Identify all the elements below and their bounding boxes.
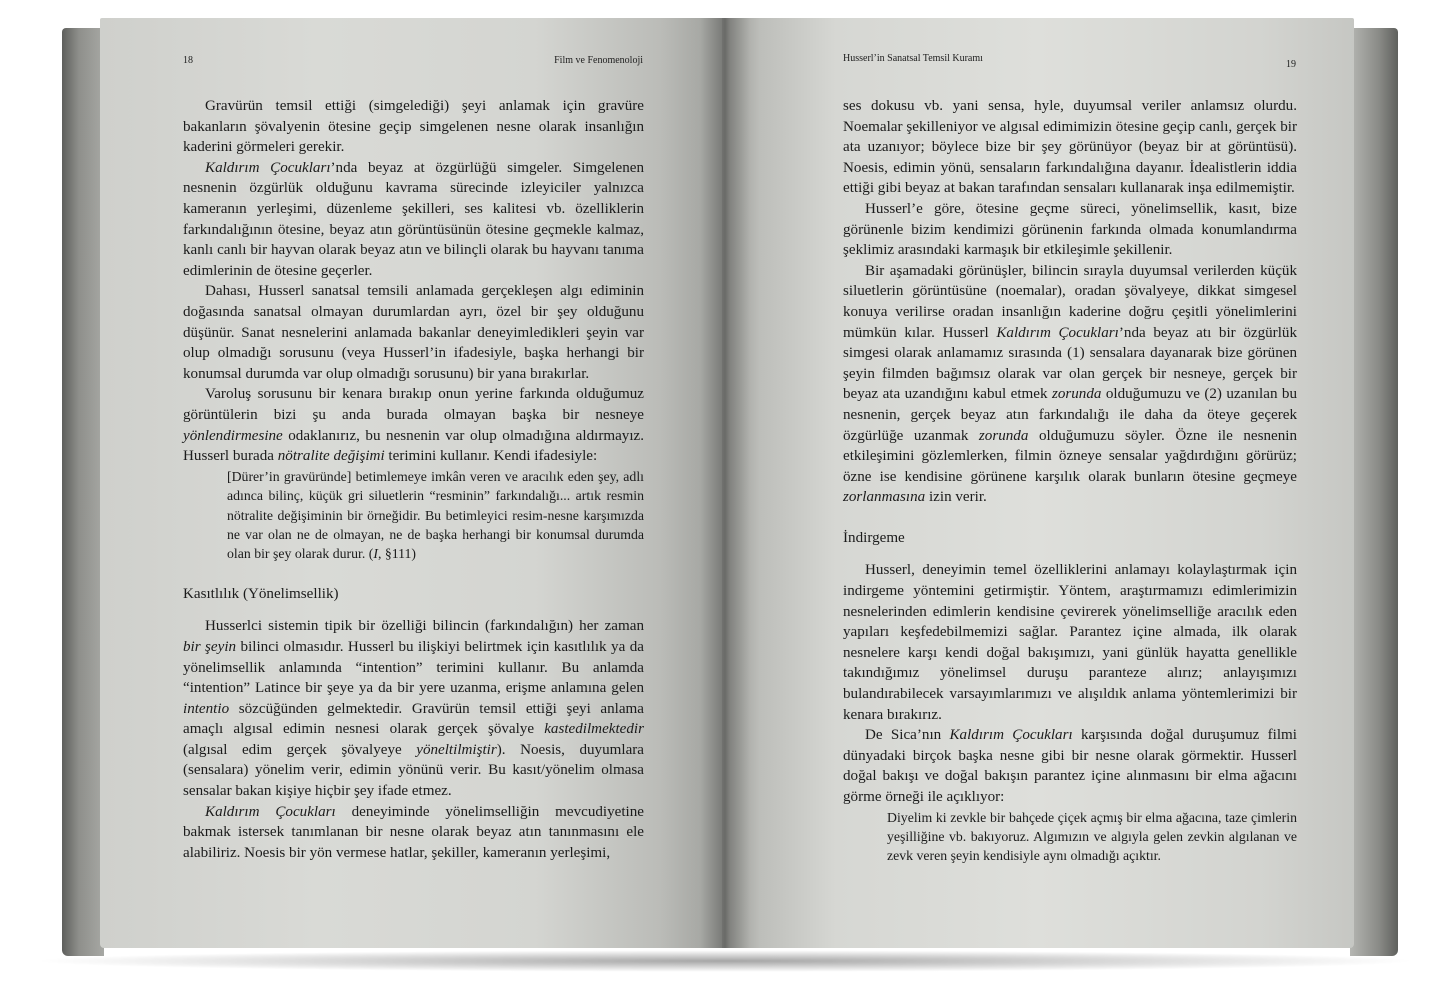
text-run: Varoluş sorusunu bir kenara bırakıp onun yerine farkında olduğumuz görüntülerin bizi şu anda burada olmayan başka bir nesneye xyxy=(183,386,644,423)
left-page-number: 18 xyxy=(183,55,193,66)
paragraph xyxy=(843,96,1297,199)
paragraph xyxy=(843,725,1297,807)
right-page-stack-edge xyxy=(1350,28,1398,956)
text-run: karşısında doğal duruşumuz filmi dünyadaki birçok başka nesne gibi bir nesne olarak görmektir. Husserl doğal bakışı ve doğal bakışın parantez içine alınmasını bir elma ağacını görme örneği ile açıklıyor: xyxy=(843,727,1297,805)
text-run: sözcüğünden gelmektedir. Gravürün temsil ettiği şeyi anlama amaçlı algısal edimin nesnesi olarak gerçek şövalye xyxy=(183,700,644,738)
book-gutter xyxy=(700,18,750,948)
text-run: [Dürer’in gravüründe] betimlemeye imkân veren ve aracılık eden şey, adlı adınca bilinç, küçük gri siluetlerin “resminin” farkındalığı... artık resmin nötralite değişiminin bir örneğidir. Bu betimleyici resim-nesne karşımızda ne var olan ne de olmayan, ne de başka herhangi bir konumsal durumda olan bir şey olarak durur. ( xyxy=(227,468,644,562)
text-run: Husserl’e göre, ötesine geçme süreci, yönelimsellik, kasıt, bize görünenle bizim kendimizi görünenin farkında olmada konumlandırma şeklimiz arasındaki karmaşık bir etkileşimle şekillenir. xyxy=(843,200,1297,259)
paragraph xyxy=(183,281,644,384)
paragraph xyxy=(183,802,644,864)
section-heading xyxy=(183,584,644,605)
text-run: terimini kullanır. Kendi ifadesiyle: xyxy=(384,448,598,465)
italic-text: Kaldırım Çocukları xyxy=(205,803,336,820)
italic-text: zorunda xyxy=(1051,386,1102,403)
italic-text: yöneltilmiştir xyxy=(416,741,497,758)
text-run: Husserlci sistemin tipik bir özelliği bilincin (farkındalığın) her zaman xyxy=(205,618,644,635)
text-run: Husserl, deneyimin temel özelliklerini anlamayı kolaylaştırmak için indirgeme yöntemini getirmiştir. Yöntem, araştırmamızı edimlerimizin nesnelerinden edimlerin kendisine çevirerek yönelimselliğe aracılık eden yapıları keşfedebilmemizi sağlar. Parantez içine almada, ilk olarak nesnelere karşı kendi doğal bakışımızı, yani günlük hayatta genellikle takındığımız yönelimsel duruşu paranteze alırız; anlayışımızı bulandırabilecek varsayımlarımızı ve alışıldık anlama yöntemlerimizi bir kenara bırakırız. xyxy=(843,562,1297,723)
section-heading xyxy=(843,528,1297,549)
italic-text: zorunda xyxy=(978,427,1029,444)
text-run: olduğumuzu ve (2) uzanılan bu nesnenin, gerçek beyaz atın farkındalığı ile daha da öteye geçerek özgürlüğe uzanmak xyxy=(843,386,1297,444)
text-run: ’nda beyaz atı bir özgürlük simgesi olarak anlamamız sırasında (1) sensalara dayanarak bize görünen şeyin filmden bağımsız olarak var olan gerçek bir nesneye, gerçek bir beyaz ata uzandığını kabul etmek xyxy=(843,324,1297,403)
text-run: izin verir. xyxy=(925,489,987,506)
block-quote xyxy=(227,467,644,564)
italic-text: nötralite değişimi xyxy=(277,448,385,465)
text-run: olduğumuzu söyler. Özne ile nesnenin etkileşimini gözlemlerken, filmin özneye sensalar yağdırdığını görürüz; özne ise kendisine görünene karşılık olarak bunların ötesine geçmeye xyxy=(843,427,1297,485)
italic-text: yönlendirmesine xyxy=(183,427,283,444)
paragraph xyxy=(183,96,644,158)
italic-text: Kaldırım Çocukları xyxy=(949,727,1073,744)
left-running-head: Film ve Fenomenoloji xyxy=(554,55,643,66)
italic-text: intentio xyxy=(183,700,230,717)
right-page-body xyxy=(843,96,1297,866)
paragraph xyxy=(183,158,644,282)
paragraph xyxy=(843,560,1297,725)
right-running-head: Husserl’in Sanatsal Temsil Kuramı xyxy=(843,53,983,64)
text-run: odaklanırız, bu nesnenin var olup olmadığına aldırmayız. Husserl burada xyxy=(183,427,644,465)
text-run: bilinci olmasıdır. Husserl bu ilişkiyi belirtmek için kasıtlılık ya da yönelimsellik anlamında “intention” terimini kullanır. Bu anlamda “intention” Latince bir şeye ya da bir yere uzanma, erişme anlamına gelen xyxy=(183,638,644,697)
text-run: deneyiminde yönelimselliğin mevcudiyetine bakmak istersek tanımlanan bir nesne olarak beyaz atın tanınmasını ele alabiliriz. Noesis bir yön vermese hatlar, şekiller, kameranın yerleşimi, xyxy=(183,803,644,861)
book-shadow xyxy=(30,950,1420,972)
text-run: , §111) xyxy=(377,546,417,562)
text-run: ses dokusu vb. yani sensa, hyle, duyumsal veriler anlamsız olurdu. Noemalar şekilleniyor ve algısal edimimizin ötesine geçip canlı, gerçek bir ata uzanıyor; böylece bize bir şey görünüyor (beyaz bir at görüntüsü). Noesis, edimin yönü, sensaların farkındalığına dayanır. İdealistlerin iddia ettiği gibi beyaz at bakan tarafından sensaları kullanarak inşa edilmemiştir. xyxy=(843,98,1297,197)
text-run: De Sica’nın xyxy=(865,727,950,744)
text-run: Diyelim ki zevkle bir bahçede çiçek açmış bir elma ağacına, taze çimlerin yeşilliğine vb. bakıyoruz. Algımızın ve algıyla gelen zevkin algılanan ve zevk veren şeyin kendisiyle aynı olmadığı açıktır. xyxy=(887,809,1297,864)
block-quote xyxy=(887,808,1297,866)
italic-text: Kaldırım Çocukları xyxy=(996,324,1119,341)
text-run: ’nda beyaz at özgürlüğü simgeler. Simgelenen nesnenin özgürlük olduğunu kavrama sürecinde izleyiciler yalnızca kameranın yerleşimi, düzenleme şekilleri, ses kalitesi vb. özelliklerin farkındalığının ötesine, beyaz atın görüntüsünün ötesine geçmekle kalmaz, kanlı canlı bir hayvan olarak beyaz atın ve bilinçli olarak bu hayvanı tanıma edimlerinin de ötesine geçerler. xyxy=(183,159,644,279)
text-run: Kasıtlılık (Yönelimsellik) xyxy=(183,585,339,602)
left-page-stack-edge xyxy=(62,28,104,956)
text-run: Dahası, Husserl sanatsal temsili anlamada gerçekleşen algı ediminin doğasında sanatsal olmayan durumlardan ayrı, özel bir şey olduğunu düşünür. Sanat nesnelerini anlamada bakanlar deneyimledikleri şeyin var olup olmadığı sorusunu (veya Husserl’in ifadesiyle, başka herhangi bir konumsal durumda var olup olmadığı sorusunu) bir yana bırakırlar. xyxy=(183,283,644,382)
italic-text: I xyxy=(373,546,378,562)
text-run: İndirgeme xyxy=(843,529,905,546)
text-run: (algısal edim gerçek şövalyeye xyxy=(183,741,417,758)
right-page-number: 19 xyxy=(1286,59,1296,70)
paragraph xyxy=(843,199,1297,261)
italic-text: kastedilmektedir xyxy=(544,721,644,738)
left-page-body xyxy=(183,96,644,863)
text-run: ). Noesis, duyumlara (sensalara) yönelim verir, edimin yönünü verir. Bu kasıt/yönelim olmasa sensalar bakan kişiye hiçbir şey ifade etmez. xyxy=(183,741,644,800)
italic-text: bir şeyin xyxy=(183,638,237,655)
text-run: Bir aşamadaki görünüşler, bilincin sırayla duyumsal verilerden küçük siluetlerin görüntüsüne (noemalar), oradan şövalyeye, dikkat simgesel konuya verilirse oradan insanlığın kaderine doğru çeşitli yönelimlerini mümkün kılar. Husserl xyxy=(843,262,1297,341)
paragraph xyxy=(183,616,644,801)
italic-text: zorlanmasına xyxy=(843,489,926,506)
text-run: Gravürün temsil ettiği (simgelediği) şeyi anlamak için gravüre bakanların şövalyenin ötesine geçip simgelenen nesne olarak insanlığın kaderini görmeleri gerekir. xyxy=(183,98,644,156)
paragraph xyxy=(183,384,644,466)
italic-text: Kaldırım Çocukları xyxy=(205,159,331,176)
paragraph xyxy=(843,261,1297,508)
